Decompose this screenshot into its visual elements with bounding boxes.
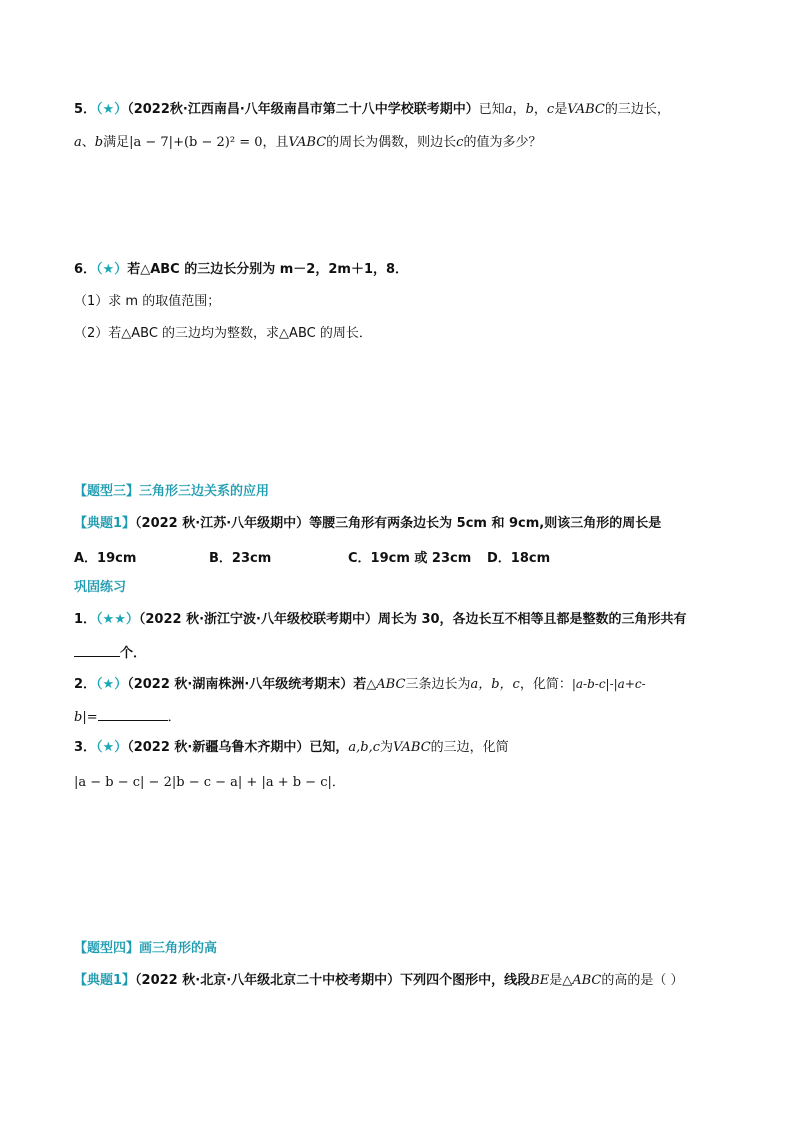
q5-text: 已知 [478, 102, 505, 117]
q5-line1: 5．（★）（2022秋·江西南昌·八年级南昌市第二十八中学校联考期中）已知a，b，c是VABC的三边长， [74, 102, 670, 117]
practice1-line2: 个． [74, 642, 146, 664]
example-text: （2022 秋·北京·八年级北京二十中校考期中）下列四个图形中，线段 [135, 973, 531, 988]
practice3-stars: （★） [96, 740, 128, 755]
q5-source: （2022秋·江西南昌·八年级南昌市第二十八中学校联考期中） [127, 102, 479, 117]
q5-line2: a、b满足|a − 7|+(b − 2)² = 0，且VABC的周长为偶数，则边长c的值为多少？ [74, 135, 542, 150]
choice-a: A．19cm [74, 551, 137, 566]
example-tag: 【典题1】 [74, 516, 136, 531]
q5-number: 5． [74, 102, 97, 117]
q5-equation: |a − 7|+(b − 2)² = 0 [129, 135, 263, 150]
section3-example [74, 514, 661, 534]
choice-b: B．23cm [209, 551, 272, 566]
q6-difficulty-stars: （★） [96, 262, 128, 277]
practice2-stars: （★） [96, 677, 128, 692]
practice3-line1: 3．（★）（2022 秋·新疆乌鲁木齐期中）已知，a,b,c为VABC的三边，化简 [74, 740, 509, 755]
practice2-line2: b|= ． [74, 706, 181, 728]
practice-title: 巩固练习 [74, 580, 127, 595]
answer-blank [74, 642, 120, 657]
practice2-line1: 2．（★）（2022 秋·湖南株洲·八年级统考期末）若△ABC三条边长为a，b，c，化简：|a-b-c|-|a+c- [74, 677, 646, 692]
example-tag: 【典题1】 [74, 973, 136, 988]
q5-difficulty-stars: （★） [96, 102, 128, 117]
practice1-line1: 1．（★★）（2022 秋·浙江宁波·八年级校联考期中）周长为 30，各边长互不相等且都是整数的三角形共有 [74, 612, 687, 627]
practice3-line2: |a − b − c| − 2|b − c − a| + |a + b − c|． [74, 775, 345, 790]
section4-example: 【典题1】（2022 秋·北京·八年级北京二十中校考期中）下列四个图形中，线段BE是△ABC的高的是（ ） [74, 973, 684, 988]
q6-text: 若△ABC 的三边长分别为 m－2，2m＋1，8． [127, 262, 409, 277]
practice2-expression: |a-b-c|-|a+c- [571, 677, 646, 691]
practice1-text: （2022 秋·浙江宁波·八年级校联考期中）周长为 30，各边长互不相等且都是整数的三角形共有 [138, 612, 687, 627]
choice-d: D．18cm [487, 551, 551, 566]
q6-line1 [74, 260, 408, 280]
q6-part2: （2）若△ABC 的三边均为整数，求△ABC 的周长． [74, 326, 372, 341]
answer-blank [98, 706, 168, 721]
practice1-stars: （★★） [96, 612, 139, 627]
practice3-expression: |a − b − c| − 2|b − c − a| + |a + b − c| [74, 775, 332, 790]
example-text: （2022 秋·江苏·八年级期中）等腰三角形有两条边长为 5cm 和 9cm,则该三角形的周长是 [135, 516, 662, 531]
q6-part1: （1）求 m 的取值范围； [74, 294, 221, 309]
section4-title: 【题型四】画三角形的高 [74, 941, 218, 956]
choice-c: C．19cm 或 23cm [348, 551, 472, 566]
q5-triangle: VABC [567, 102, 605, 117]
q6-number: 6． [74, 262, 97, 277]
section3-title: 【题型三】三角形三边关系的应用 [74, 484, 270, 499]
